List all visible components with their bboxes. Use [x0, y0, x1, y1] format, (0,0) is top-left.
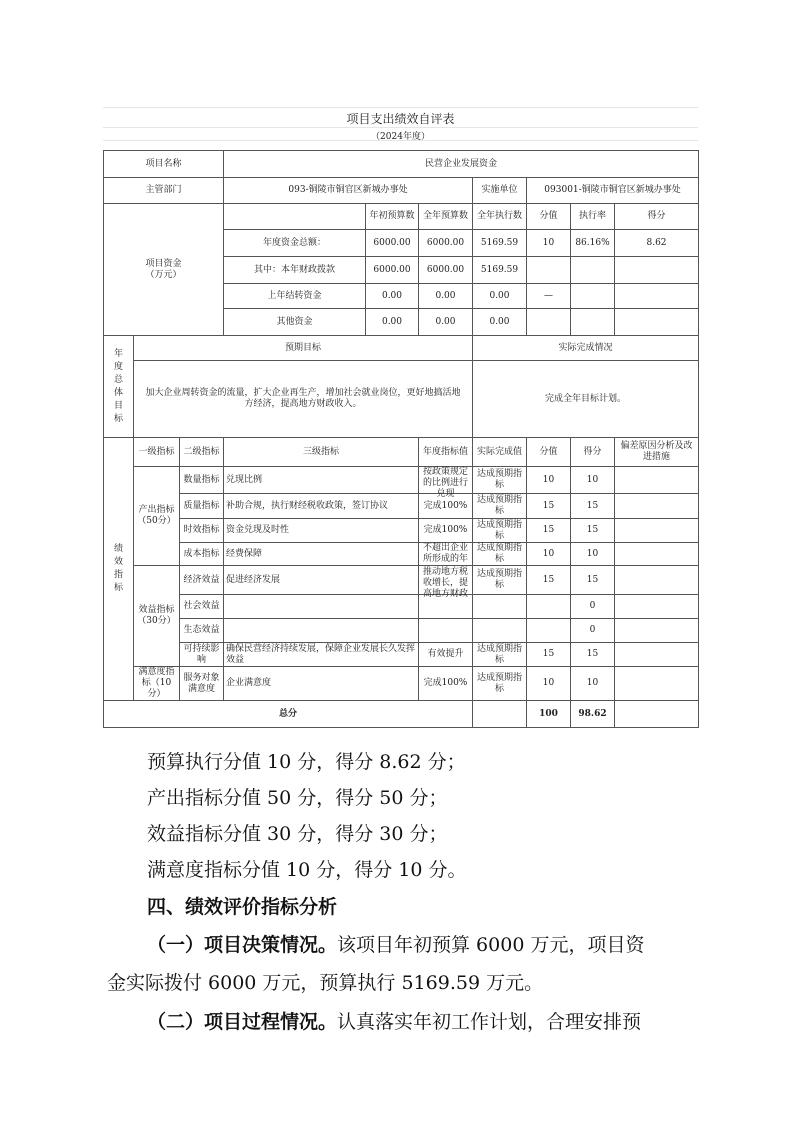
target-value [419, 467, 473, 499]
target-value [419, 519, 473, 543]
target-value-text: 推动地方税收增长，提高地方财政 [422, 567, 468, 599]
target-value [419, 543, 473, 566]
indicator-row [104, 619, 699, 643]
level1-indicator: 产出指标 （50分） [134, 467, 180, 566]
funds-header: 分值 [527, 204, 571, 230]
level2-indicator: 成本指标 [180, 543, 224, 566]
grid-line [103, 107, 698, 108]
score-value: 15 [527, 494, 571, 519]
goal-actual: 完成全年目标计划。 [473, 361, 699, 438]
actual-value [473, 619, 527, 643]
funds-value [615, 284, 699, 309]
level3-indicator: 补助合规，执行财经税收政策，签订协议 [224, 494, 419, 519]
funds-value [615, 309, 699, 336]
summary-line: 预算执行分值 10 分，得分 8.62 分； [147, 751, 466, 773]
funds-value [571, 309, 615, 336]
target-value-text: 完成100% [423, 525, 468, 535]
level3-indicator [224, 619, 419, 643]
perf-header: 一级指标 [134, 438, 180, 467]
perf-header: 实际完成值 [473, 438, 527, 467]
impl: 093001-铜陵市铜官区新城办事处 [527, 178, 699, 204]
funds-value: 5169.59 [473, 230, 527, 257]
level2-indicator: 可持续影响 [180, 643, 224, 667]
actual-value: 达成预期指标 [473, 566, 527, 595]
paragraph-2 [147, 1012, 641, 1032]
score-value: 10 [527, 467, 571, 494]
got-value: 0 [571, 595, 615, 619]
indicator-row [104, 566, 699, 595]
perf-label: 绩效指标 [104, 438, 134, 701]
goals-table [103, 335, 699, 438]
target-value-text: 完成100% [423, 500, 468, 511]
table-year: （2024年度） [371, 132, 430, 142]
score-value: 15 [527, 566, 571, 595]
target-value-text: 有效提升 [427, 649, 464, 659]
funds-value: 10 [527, 230, 571, 257]
deviation-note [615, 519, 699, 543]
paragraph-1-text: 该项目年初预算 6000 万元，项目资 [337, 934, 645, 956]
funds-label: 项目资金 （万元） [104, 204, 224, 336]
funds-row-label: 上年结转资金 [224, 284, 366, 309]
total-row [104, 701, 699, 728]
total-got: 98.62 [571, 701, 615, 728]
deviation-note [615, 467, 699, 494]
level3-indicator: 确保民营经济持续发展，保障企业发展长久发挥效益 [224, 643, 419, 667]
level2-indicator: 质量指标 [180, 494, 224, 519]
deviation-note [615, 595, 699, 619]
paragraph-2-lead: （二）项目过程情况。 [147, 1011, 338, 1033]
funds-value: 5169.59 [473, 257, 527, 284]
got-value: 15 [571, 519, 615, 543]
target-value [419, 619, 473, 643]
dept: 093-铜陵市铜官区新城办事处 [224, 178, 473, 204]
level3-indicator: 企业满意度 [224, 667, 419, 701]
actual-value: 达成预期指标 [473, 543, 527, 566]
dept-label: 主管部门 [104, 178, 224, 204]
funds-value [527, 309, 571, 336]
deviation-note [615, 543, 699, 566]
indicator-row [104, 667, 699, 701]
got-value: 15 [571, 643, 615, 667]
level3-indicator: 经费保障 [224, 543, 419, 566]
actual-value: 达成预期指标 [473, 494, 527, 519]
deviation-note [615, 667, 699, 701]
blank-cell [224, 204, 366, 230]
funds-value: 6000.00 [419, 257, 473, 284]
funds-value [571, 284, 615, 309]
level3-indicator: 兑现比例 [224, 467, 419, 494]
level2-indicator: 数量指标 [180, 467, 224, 494]
deviation-note [615, 643, 699, 667]
funds-row-label: 年度资金总额： [224, 230, 366, 257]
funds-value [527, 257, 571, 284]
got-value: 15 [571, 494, 615, 519]
indicator-row [104, 519, 699, 543]
goal-label: 年度总体目标 [104, 336, 134, 438]
deviation-note [615, 619, 699, 643]
level2-indicator: 社会效益 [180, 595, 224, 619]
perf-header: 分值 [527, 438, 571, 467]
level3-indicator: 资金兑现及时性 [224, 519, 419, 543]
funds-header: 执行率 [571, 204, 615, 230]
level1-indicator: 满意度指标（10分） [134, 667, 180, 701]
level2-indicator: 时效指标 [180, 519, 224, 543]
deviation-note [615, 566, 699, 595]
got-value: 10 [571, 667, 615, 701]
target-value [419, 643, 473, 667]
funds-row-label: 其中：本年财政拨款 [224, 257, 366, 284]
project-name: 民营企业发展资金 [224, 151, 699, 178]
indicator-row [104, 543, 699, 566]
impl-label: 实施单位 [473, 178, 527, 204]
actual-value: 达成预期指标 [473, 643, 527, 667]
score-value [527, 619, 571, 643]
indicator-row [104, 595, 699, 619]
funds-value: — [527, 284, 571, 309]
paragraph-1-lead: （一）项目决策情况。 [147, 934, 338, 956]
funds-value: 8.62 [615, 230, 699, 257]
level2-indicator: 生态效益 [180, 619, 224, 643]
section-heading: 四、绩效评价指标分析 [147, 896, 338, 918]
funds-value: 0.00 [366, 309, 419, 336]
got-value: 10 [571, 543, 615, 566]
actual-value [473, 595, 527, 619]
summary-line: 效益指标分值 30 分，得分 30 分； [147, 823, 448, 845]
total-score: 100 [527, 701, 571, 728]
funds-value [615, 257, 699, 284]
blank-cell [615, 701, 699, 728]
funds-value: 0.00 [473, 284, 527, 309]
target-value [419, 566, 473, 599]
actual-value: 达成预期指标 [473, 667, 527, 701]
score-value: 10 [527, 667, 571, 701]
perf-header: 年度指标值 [419, 438, 473, 467]
perf-header: 二级指标 [180, 438, 224, 467]
perf-header: 得分 [571, 438, 615, 467]
paragraph-1-continued: 金实际拨付 6000 万元，预算执行 5169.59 万元。 [107, 972, 544, 994]
funds-value: 6000.00 [366, 257, 419, 284]
actual-value: 达成预期指标 [473, 467, 527, 494]
perf-header: 偏差原因分析及改进措施 [615, 438, 699, 467]
level2-indicator: 经济效益 [180, 566, 224, 595]
funds-value [571, 257, 615, 284]
target-value-text: 完成100% [423, 678, 468, 688]
funds-value: 0.00 [473, 309, 527, 336]
performance-table [103, 437, 699, 728]
funds-value: 0.00 [419, 309, 473, 336]
goal-actual-header: 实际完成情况 [473, 336, 699, 361]
funds-value: 0.00 [366, 284, 419, 309]
score-value: 10 [527, 543, 571, 566]
deviation-note [615, 494, 699, 519]
funds-value: 6000.00 [419, 230, 473, 257]
funds-row-label: 其他资金 [224, 309, 366, 336]
table-title: 项目支出绩效自评表 [346, 112, 455, 126]
funds-value: 0.00 [419, 284, 473, 309]
level3-indicator [224, 595, 419, 619]
level2-indicator: 服务对象满意度 [180, 667, 224, 701]
grid-line [103, 140, 698, 141]
score-value: 15 [527, 519, 571, 543]
indicator-row [104, 643, 699, 667]
target-value-text: 不超出企业所形成的年 [422, 543, 468, 564]
project-name-label: 项目名称 [104, 151, 224, 178]
indicator-row [104, 494, 699, 519]
goal-expected: 加大企业周转资金的流量，扩大企业再生产，增加社会就业岗位，更好地搞活地方经济，提高地方财政收入。 [134, 361, 473, 438]
summary-line: 满意度指标分值 10 分，得分 10 分。 [147, 859, 467, 881]
perf-header: 三级指标 [224, 438, 419, 467]
target-value [419, 667, 473, 701]
goal-expected-header: 预期目标 [134, 336, 473, 361]
funds-table [103, 150, 699, 336]
funds-header: 全年预算数 [419, 204, 473, 230]
paragraph-2-text: 认真落实年初工作计划，合理安排预 [337, 1011, 642, 1033]
funds-header: 年初预算数 [366, 204, 419, 230]
funds-value: 6000.00 [366, 230, 419, 257]
level3-indicator: 促进经济发展 [224, 566, 419, 595]
funds-header: 全年执行数 [473, 204, 527, 230]
got-value: 10 [571, 467, 615, 494]
summary-line: 产出指标分值 50 分，得分 50 分； [147, 787, 448, 809]
funds-header: 得分 [615, 204, 699, 230]
actual-value: 达成预期指标 [473, 519, 527, 543]
score-value: 15 [527, 643, 571, 667]
got-value: 0 [571, 619, 615, 643]
got-value: 15 [571, 566, 615, 595]
funds-value: 86.16% [571, 230, 615, 257]
level1-indicator: 效益指标 （30分） [134, 566, 180, 667]
total-label: 总分 [104, 701, 473, 728]
target-value-text: 按政策规定的比例进行兑现 [422, 467, 468, 499]
indicator-row [104, 467, 699, 494]
paragraph-1 [147, 935, 644, 955]
score-value [527, 595, 571, 619]
grid-line [103, 127, 698, 128]
blank-cell [473, 701, 527, 728]
